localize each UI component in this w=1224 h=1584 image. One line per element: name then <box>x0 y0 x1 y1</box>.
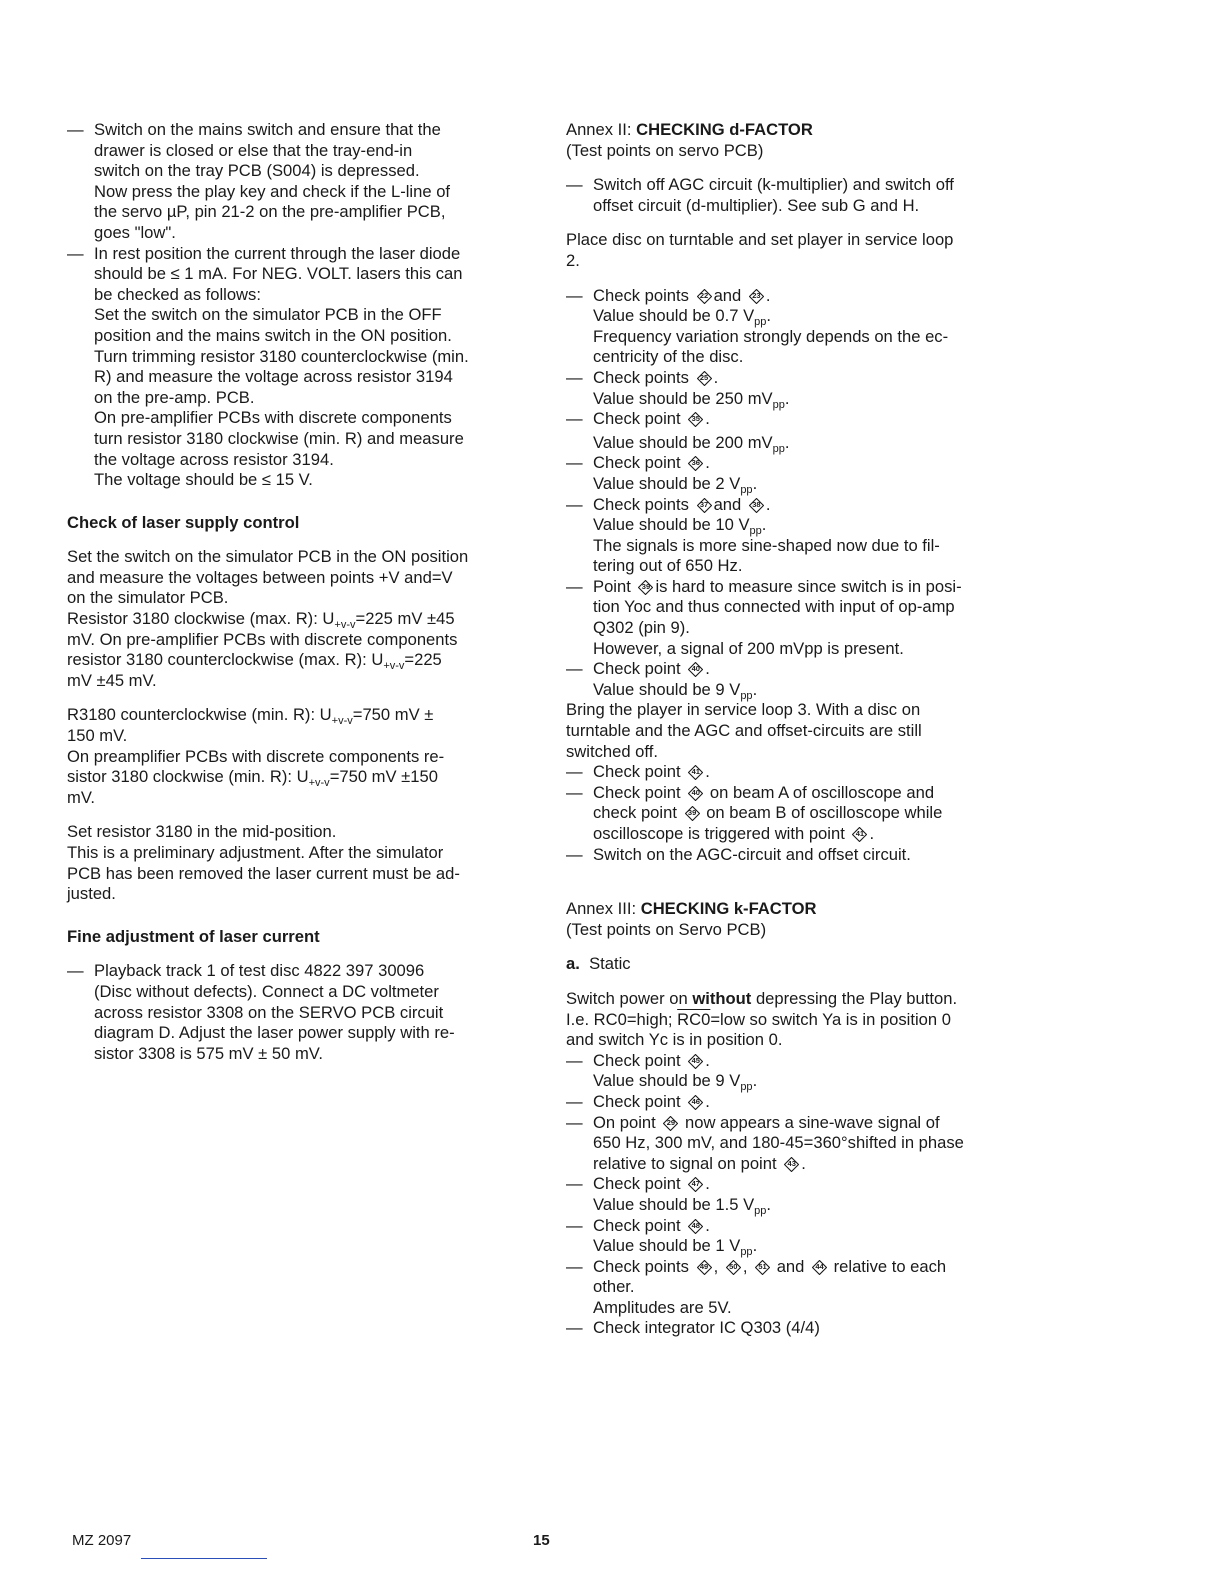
footer-rule <box>141 1558 267 1559</box>
line: I.e. RC0=high; RC0=low so switch Ya is in position 0 <box>566 1009 951 1029</box>
line: turn resistor 3180 clockwise (min. R) and measure <box>94 428 464 448</box>
test-point-icon: 38 <box>749 498 764 513</box>
line: turntable and the AGC and offset-circuits are still <box>566 721 922 741</box>
line: switch on the tray PCB (S004) is depressed. <box>94 161 420 181</box>
line: This is a preliminary adjustment. After the simulator <box>67 843 444 862</box>
left-column <box>67 120 508 1064</box>
test-point-icon: 47 <box>688 1177 703 1192</box>
line: drawer is closed or else that the tray-end-in <box>94 140 413 160</box>
line: sistor 3308 is 575 mV ± 50 mV. <box>94 1043 323 1063</box>
test-point-icon: 41 <box>688 765 703 780</box>
check-integrator: — Check integrator IC Q303 (4/4) <box>566 1318 820 1338</box>
dash: — <box>67 243 84 263</box>
test-point-icon: 49 <box>697 1260 712 1275</box>
bullet-rest-position <box>67 244 508 491</box>
test-point-icon: 35 <box>688 412 703 427</box>
line: mV ±45 mV. <box>67 670 157 690</box>
line: across resistor 3308 on the SERVO PCB circuit <box>94 1002 444 1022</box>
heading-fine-adjustment: Fine adjustment of laser current <box>67 926 320 946</box>
check-point-48: — Check point 48 . Value should be 1 $V_{pp}$. <box>566 1215 758 1259</box>
check-point-36: — Check point 36 . Value should be 2 $V_{pp}$. <box>566 453 758 496</box>
test-point-icon: 50 <box>726 1260 741 1275</box>
line: PCB has been removed the laser current must be ad- <box>67 863 460 883</box>
line: Turn trimming resistor 3180 counterclockwise (min. <box>94 346 469 366</box>
test-point-icon: 46 <box>688 1095 703 1110</box>
page-number: 15 <box>533 1532 550 1549</box>
right-column <box>566 120 1014 1339</box>
line: diagram D. Adjust the laser power supply with re- <box>94 1023 455 1043</box>
footer-document-code: MZ 2097 <box>72 1532 132 1549</box>
line: On pre-amplifier PCBs with discrete components <box>94 408 452 428</box>
check-point-40-beam: — Check point 40 on beam A of oscilloscope and check point 39 on beam B of oscilloscope while oscilloscope is triggered with point 41 . <box>566 782 943 843</box>
test-point-icon: 37 <box>697 498 712 513</box>
bullet-playback-track <box>67 961 508 1064</box>
annex-2-title: Annex II: CHECKING d-FACTOR <box>566 120 813 139</box>
line: goes "low". <box>94 222 176 242</box>
test-point-icon: 39 <box>685 806 700 821</box>
test-point-icon: 40 <box>688 662 703 677</box>
dash: — <box>67 120 84 139</box>
test-point-icon: 44 <box>812 1260 827 1275</box>
line: resistor 3180 counterclockwise (max. R): $U_{+v-v}=225$ <box>67 650 442 673</box>
test-point-icon: 25 <box>697 371 712 386</box>
test-point-icon: 23 <box>749 289 764 304</box>
test-point-icon: 41 <box>852 827 867 842</box>
check-point-25: — Check points 25 . Value should be 250 $mV_{pp}$. <box>566 367 790 411</box>
heading-laser-supply-control: Check of laser supply control <box>67 512 300 532</box>
annex-2-subtitle: (Test points on servo PCB) <box>566 140 764 160</box>
line: and switch Yc is in position 0. <box>566 1030 783 1050</box>
line: Place disc on turntable and set player in service loop <box>566 230 954 250</box>
line: Bring the player in service loop 3. With a disc on <box>566 700 921 720</box>
line: sistor 3180 clockwise (min. R): $U_{+v-v}=750$ mV ±150 <box>67 767 438 790</box>
test-point-icon: 22 <box>697 289 712 304</box>
line: the voltage across resistor 3194. <box>94 449 334 469</box>
test-point-icon: 51 <box>755 1260 770 1275</box>
line: the servo µP, pin 21-2 on the pre-amplifier PCB, <box>94 202 446 222</box>
dash: — <box>67 961 84 981</box>
line: Set the switch on the simulator PCB in the ON position <box>67 547 469 567</box>
check-points-49-50-51: — Check points 49 , 50 , 51 and 44 relative to each other. Amplitudes are 5V. <box>566 1256 947 1317</box>
line: In rest position the current through the laser diode <box>94 243 461 263</box>
line: justed. <box>67 884 116 904</box>
line: R) and measure the voltage across resistor 3194 <box>94 367 453 387</box>
test-point-icon: 29 <box>663 1116 678 1131</box>
line: On preamplifier PCBs with discrete components re- <box>67 746 445 766</box>
check-point-41: — Check point 41 . <box>566 762 710 782</box>
bullet-switch-off-agc: — Switch off AGC circuit (k-multiplier) and switch off offset circuit (d-multiplier). See sub G and H. <box>566 175 1014 216</box>
line: mV. On pre-amplifier PCBs with discrete components <box>67 629 458 649</box>
static-label: a. Static <box>566 954 631 974</box>
bullet-switch-on <box>67 120 508 244</box>
point-39: — Point 39 is hard to measure since switch is in posi- tion Yoc and thus connected with input of op-amp Q302 (pin 9). However, a signal of 200 mVpp is present. <box>566 576 962 658</box>
line: Switch power on without depressing the Play button. <box>566 988 958 1008</box>
check-point-45: — Check point 45 . Value should be 9 $V_{pp}$. <box>566 1050 758 1094</box>
check-point-46: — Check point 46 . <box>566 1091 710 1111</box>
line: Resistor 3180 clockwise (max. R): $U_{+v-v}=225$ mV ±45 <box>67 609 455 632</box>
check-points-37-38: — Check points 37 and 38 . Value should be 10 $V_{pp}$. The signals is more sine-shaped now due to fil- tering out of 650 Hz. <box>566 494 940 576</box>
check-point-40: — Check point 40 . Value should be 9 $V_{pp}$. <box>566 659 758 702</box>
line: offset circuit (d-multiplier). See sub G and H. <box>593 195 920 215</box>
line: 150 mV. <box>67 726 128 746</box>
line: on the simulator PCB. <box>67 588 229 608</box>
line: 2. <box>566 250 580 270</box>
check-point-35: — Check point 35 . Value should be 200 $mV_{pp}$. <box>566 409 790 455</box>
line: R3180 counterclockwise (min. R): $U_{+v-v}=750$ mV ± <box>67 705 434 728</box>
line: Now press the play key and check if the L-line of <box>94 181 451 201</box>
line: Set resistor 3180 in the mid-position. <box>67 822 337 842</box>
check-point-47: — Check point 47 . Value should be 1.5 $V_{pp}$. <box>566 1174 772 1217</box>
line: should be ≤ 1 mA. For NEG. VOLT. lasers this can <box>94 264 463 284</box>
line: be checked as follows: <box>94 284 261 304</box>
line: Playback track 1 of test disc 4822 397 30096 <box>94 961 425 981</box>
line: (Disc without defects). Connect a DC voltmeter <box>94 981 439 1001</box>
line: mV. <box>67 787 95 807</box>
test-point-icon: 45 <box>688 1054 703 1069</box>
point-29-sine: — On point 29 now appears a sine-wave signal of 650 Hz, 300 mV, and 180-45=360°shifted in phase relative to signal on point 43 . <box>566 1112 964 1173</box>
annex-3-title: Annex III: CHECKING k-FACTOR <box>566 899 817 919</box>
line: on the pre-amp. PCB. <box>94 387 255 407</box>
test-point-icon: 39 <box>638 580 653 595</box>
line: position and the mains switch in the ON position. <box>94 325 452 345</box>
line: Switch on the mains switch and ensure that the <box>94 120 441 139</box>
line: Set the switch on the simulator PCB in the OFF <box>94 305 442 325</box>
switch-on-agc: — Switch on the AGC-circuit and offset circuit. <box>566 844 911 864</box>
line: Switch off AGC circuit (k-multiplier) and switch off <box>593 175 954 195</box>
line: The voltage should be ≤ 15 V. <box>94 470 313 490</box>
test-point-icon: 43 <box>784 1157 799 1172</box>
test-point-icon: 36 <box>688 456 703 471</box>
test-point-icon: 40 <box>688 786 703 801</box>
check-points-22-23: — Check points 22 and 23 . Value should be 0.7 $V_{pp}$. Frequency variation strongly depends on the ec- centricity of the disc. <box>566 285 949 367</box>
annex-3-subtitle: (Test points on Servo PCB) <box>566 919 767 939</box>
test-point-icon: 48 <box>688 1219 703 1234</box>
line: and measure the voltages between points +V and=V <box>67 567 453 587</box>
line: switched off. <box>566 741 658 761</box>
